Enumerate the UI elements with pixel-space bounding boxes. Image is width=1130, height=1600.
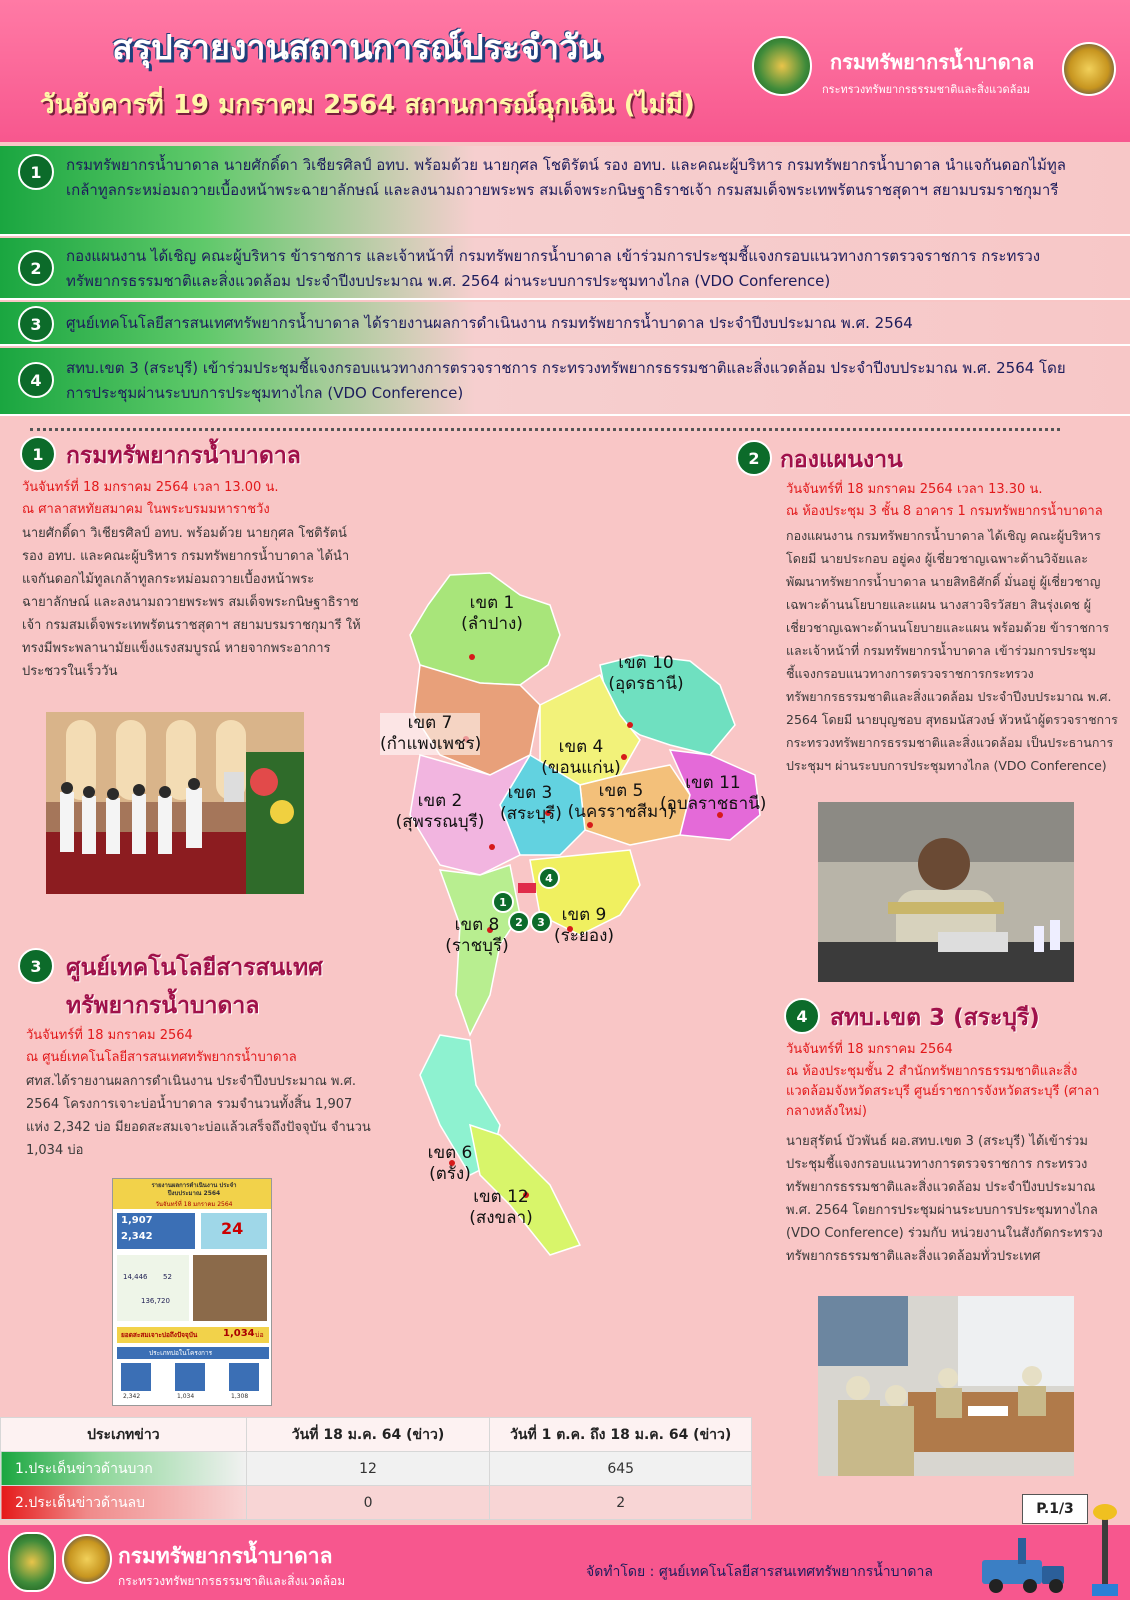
infographic-cumulative-label: ยอดสะสมเจาะบ่อถึงปัจจุบัน bbox=[121, 1331, 198, 1339]
zone-province: (สงขลา) bbox=[469, 1208, 533, 1228]
page-number: P.1/3 bbox=[1022, 1494, 1088, 1524]
summary-text: กรมทรัพยากรน้ำบาดาล นายศักดิ์ดา วิเชียรศิลป์ อทบ. พร้อมด้วย นายกุศล โชติรัตน์ รอง อทบ. และคณะผู้บริหาร กรมทรัพยากรน้ำบาดาล นำแจกันดอกไม้ทูลเกล้าทูลกระหม่อมถวายเบื้องหน้าพระฉายาลักษณ์ และลงนามถวายพระพร สมเด็จพระกนิษฐาธิราชเจ้า กรมสมเด็จพระเทพรัตนราชสุดาฯ สยามบรมราชกุมารี bbox=[66, 156, 1066, 199]
zone-province: (อุดรธานี) bbox=[608, 674, 684, 694]
summary-text: กองแผนงาน ได้เชิญ คณะผู้บริหาร ข้าราชการ และเจ้าหน้าที่ กรมทรัพยากรน้ำบาดาล เข้าร่วมการประชุมชี้แจงกรอบแนวทางการตรวจราชการ กระทรวงทรัพยากรธรรมชาติและสิ่งแวดล้อม ประจำปีงบประมาณ พ.ศ. 2564 ผ่านระบบการประชุมทางไกล (VDO Conference) bbox=[66, 247, 1041, 290]
map-marker-1: 1 bbox=[492, 891, 514, 913]
positive-news-label: 1.ประเด็นข่าวด้านบวก bbox=[15, 1460, 153, 1477]
footer-credit: จัดทำโดย : ศูนย์เทคโนโลยีสารสนเทศทรัพยากรน้ำบาดาล bbox=[586, 1564, 933, 1580]
table-header-cell: ประเภทข่าว bbox=[1, 1418, 247, 1452]
royal-seal-icon bbox=[62, 1534, 112, 1584]
section-4-venue: ณ ห้องประชุมชั้น 2 สำนักทรัพยากรธรรมชาติและสิ่งแวดล้อมจังหวัดสระบุรี ศูนย์ราชการจังหวัดสระบุรี (ศาลากลางหลังใหม่) bbox=[786, 1064, 1100, 1119]
table-cell: 12 bbox=[246, 1452, 490, 1486]
zone-label bbox=[550, 905, 618, 947]
page-title: สรุปรายงานสถานการณ์ประจำวัน bbox=[112, 28, 602, 68]
table-cell: 2 bbox=[490, 1486, 752, 1520]
section-3-body: ศทส.ได้รายงานผลการดำเนินงาน ประจำปีงบประมาณ พ.ศ. 2564 โครงการเจาะบ่อน้ำบาดาล รวมจำนวนทั้งสิ้น 1,907 แห่ง 2,342 บ่อ มียอดสะสมเจาะบ่อแล้วเสร็จถึงปัจจุบัน จำนวน 1,034 บ่อ bbox=[26, 1074, 371, 1158]
zone-label bbox=[394, 791, 486, 833]
section-2-title: กองแผนงาน bbox=[780, 447, 903, 473]
zone-province: (ระยอง) bbox=[554, 926, 614, 946]
summary-number-badge: 1 bbox=[18, 154, 54, 190]
table-row bbox=[1, 1486, 752, 1520]
zone-name: เขต 7 bbox=[407, 713, 453, 733]
zone-label bbox=[442, 915, 512, 957]
footer-dept-name: กรมทรัพยากรน้ำบาดาล bbox=[118, 1544, 333, 1568]
footer-dept-sub: กระทรวงทรัพยากรธรรมชาติและสิ่งแวดล้อม bbox=[118, 1574, 346, 1588]
table-cell: 645 bbox=[490, 1452, 752, 1486]
divider bbox=[30, 428, 1060, 431]
table-row bbox=[1, 1452, 752, 1486]
map-marker-4: 4 bbox=[538, 867, 560, 889]
infographic-days: 24 bbox=[221, 1219, 244, 1238]
royal-seal-icon bbox=[1062, 42, 1116, 96]
table-header-cell: วันที่ 18 ม.ค. 64 (ข่าว) bbox=[246, 1418, 490, 1452]
infographic-stat-3: 136,720 bbox=[141, 1297, 170, 1305]
zone-province: (นครราชสีมา) bbox=[567, 802, 675, 822]
zone-name: เขต 8 bbox=[454, 915, 500, 935]
section-3-badge: 3 bbox=[18, 948, 54, 984]
infographic-b3: 1,308 bbox=[231, 1393, 249, 1400]
zone-label bbox=[420, 1143, 480, 1185]
summary-row-3 bbox=[0, 302, 1130, 346]
news-summary-table bbox=[0, 1417, 752, 1520]
section-4-date: วันจันทร์ที่ 18 มกราคม 2564 bbox=[786, 1042, 953, 1057]
section-3-title: ศูนย์เทคโนโลยีสารสนเทศ bbox=[66, 955, 323, 981]
negative-news-label: 2.ประเด็นข่าวด้านลบ bbox=[15, 1494, 146, 1511]
section-1-date: วันจันทร์ที่ 18 มกราคม 2564 เวลา 13.00 น. bbox=[22, 480, 279, 495]
section-2-date: วันจันทร์ที่ 18 มกราคม 2564 เวลา 13.30 น. bbox=[786, 482, 1043, 497]
section-1-title: กรมทรัพยากรน้ำบาดาล bbox=[66, 443, 301, 469]
zone-name: เขต 3 bbox=[507, 783, 553, 803]
summary-text: สทบ.เขต 3 (สระบุรี) เข้าร่วมประชุมชี้แจงกรอบแนวทางการตรวจราชการ กระทรวงทรัพยากรธรรมชาติและสิ่งแวดล้อม ประจำปีงบประมาณ พ.ศ. 2564 โดยการประชุมผ่านระบบการประชุมทางไกล (VDO Conference) bbox=[66, 359, 1066, 402]
zone-name: เขต 5 bbox=[598, 781, 644, 801]
infographic-stat-2: 52 bbox=[163, 1273, 172, 1281]
table-header-row bbox=[1, 1418, 752, 1452]
table-cell: 0 bbox=[246, 1486, 490, 1520]
zone-name: เขต 12 bbox=[473, 1187, 529, 1207]
section-2-badge: 2 bbox=[736, 440, 772, 476]
zone-name: เขต 6 bbox=[427, 1143, 473, 1163]
summary-row-2 bbox=[0, 238, 1130, 300]
summary-row-1 bbox=[0, 146, 1130, 236]
section-1-photo bbox=[46, 712, 304, 894]
summary-number-badge: 2 bbox=[18, 250, 54, 286]
section-4-body: นายสุรัตน์ บัวพันธ์ ผอ.สทบ.เขต 3 (สระบุรี) ได้เข้าร่วมประชุมชี้แจงกรอบแนวทางการตรวจราชการ กระทรวงทรัพยากรธรรมชาติและสิ่งแวดล้อม ประจำปีงบประมาณ พ.ศ. 2564 โดยการประชุมผ่านระบบการประชุมทางไกล (VDO Conference) ร่วมกับ หน่วยงานในสังกัดกระทรวงทรัพยากรธรรมชาติและสิ่งแวดล้อมทั่วประเทศ bbox=[786, 1134, 1103, 1264]
infographic-bottom-label: ประเภทบ่อในโครงการ bbox=[149, 1349, 213, 1357]
zone-label bbox=[444, 593, 540, 635]
summary-row-4 bbox=[0, 348, 1130, 416]
zone-province: (สระบุรี) bbox=[500, 804, 562, 824]
zone-name: เขต 9 bbox=[561, 905, 607, 925]
section-3-venue: ณ ศูนย์เทคโนโลยีสารสนเทศทรัพยากรน้ำบาดาล bbox=[26, 1050, 297, 1065]
zone-province: (ราชบุรี) bbox=[445, 936, 509, 956]
section-3-title-line2: ทรัพยากรน้ำบาดาล bbox=[66, 993, 260, 1019]
zone-name: เขต 1 bbox=[469, 593, 515, 613]
infographic-sites: 1,907 bbox=[121, 1215, 153, 1226]
zone-province: (อุบลราชธานี) bbox=[660, 794, 767, 814]
infographic-title: รายงานผลการดำเนินงาน ประจำปีงบประมาณ 2564 bbox=[151, 1182, 237, 1197]
section-4-badge: 4 bbox=[784, 998, 820, 1034]
header-dept-name: กรมทรัพยากรน้ำบาดาล bbox=[830, 50, 1035, 74]
section-2-body: กองแผนงาน กรมทรัพยากรน้ำบาดาล ได้เชิญ คณะผู้บริหาร โดยมี นายประกอบ อยู่คง ผู้เชี่ยวชาญเฉพาะด้านวิจัยและพัฒนาทรัพยากรน้ำบาดาล นายสิทธิศักดิ์ มั่นอยู่ ผู้เชี่ยวชาญเฉพาะด้านนโยบายและแผน นางสาวจิรวัสยา สินรุ่งเดช ผู้เชี่ยวชาญเฉพาะด้านนโยบายและแผน พร้อมด้วย ข้าราชการ และเจ้าหน้าที่ กรมทรัพยากรน้ำบาดาล เข้าร่วมการประชุมชี้แจงกรอบแนวทางการตรวจราชการกระทรวงทรัพยากรธรรมชาติและสิ่งแวดล้อม ประจำปีงบประมาณ พ.ศ. 2564 โดยมี นายบุญชอบ สุทธมนัสวงษ์ หัวหน้าผู้ตรวจราชการกระทรวงทรัพยากรธรรมชาติและสิ่งแวดล้อม เป็นประธานการประชุมฯ ผ่านระบบการประชุมทางไกล (VDO Conference) bbox=[786, 528, 1118, 773]
map-marker-3: 3 bbox=[530, 911, 552, 933]
ministry-emblem-icon bbox=[8, 1532, 56, 1592]
zone-label bbox=[380, 713, 480, 755]
section-2-photo bbox=[818, 802, 1074, 982]
summary-number-badge: 4 bbox=[18, 362, 54, 398]
infographic-b2: 1,034 bbox=[177, 1393, 195, 1400]
infographic-cumulative-value: 1,034 bbox=[223, 1328, 255, 1339]
table-row-label bbox=[1, 1452, 247, 1486]
water-well-icon bbox=[1090, 1500, 1120, 1596]
zone-name: เขต 11 bbox=[685, 773, 741, 793]
summary-text: ศูนย์เทคโนโลยีสารสนเทศทรัพยากรน้ำบาดาล ได้รายงานผลการดำเนินงาน กรมทรัพยากรน้ำบาดาล ประจำปีงบประมาณ พ.ศ. 2564 bbox=[66, 314, 913, 332]
zone-name: เขต 10 bbox=[618, 653, 674, 673]
page-subtitle: วันอังคารที่ 19 มกราคม 2564 สถานการณ์ฉุกเฉิน (ไม่มี) bbox=[40, 90, 695, 120]
section-1-venue: ณ ศาลาสหทัยสมาคม ในพระบรมมหาราชวัง bbox=[22, 502, 270, 517]
zone-province: (ลำปาง) bbox=[461, 614, 523, 634]
thailand-regional-map bbox=[380, 565, 780, 1265]
zone-name: เขต 2 bbox=[417, 791, 463, 811]
infographic-wells: 2,342 bbox=[121, 1231, 153, 1242]
infographic-stat-1: 14,446 bbox=[123, 1273, 148, 1281]
zone-label bbox=[466, 1187, 536, 1229]
zone-label bbox=[500, 783, 560, 825]
table-row-label bbox=[1, 1486, 247, 1520]
drilling-truck-icon bbox=[978, 1530, 1074, 1596]
zone-province: (กำแพงเพชร) bbox=[380, 734, 482, 754]
infographic-b1: 2,342 bbox=[123, 1393, 141, 1400]
section-3-date: วันจันทร์ที่ 18 มกราคม 2564 bbox=[26, 1028, 193, 1043]
ministry-emblem-icon bbox=[752, 36, 812, 96]
zone-province: (ตรัง) bbox=[429, 1164, 471, 1184]
section-1-body: นายศักดิ์ดา วิเชียรศิลป์ อทบ. พร้อมด้วย นายกุศล โชติรัตน์ รอง อทบ. และคณะผู้บริหาร กรมทรัพยากรน้ำบาดาล ได้นำแจกันดอกไม้ทูลเกล้าทูลกระหม่อมถวายเบื้องหน้าพระฉายาลักษณ์ และลงนามถวายพระพร สมเด็จพระกนิษฐาธิราชเจ้า กรมสมเด็จพระเทพรัตนราชสุดาฯ สยามบรมราชกุมารี ให้ทรงมีพระพลานามัยแข็งแรงสมบูรณ์ หายจากพระอาการประชวรในเร็ววัน bbox=[22, 526, 361, 679]
infographic-subtitle: วันจันทร์ที่ 18 มกราคม 2564 bbox=[155, 1201, 233, 1208]
section-4-photo bbox=[818, 1296, 1074, 1476]
section-1-badge: 1 bbox=[20, 436, 56, 472]
section-3-infographic bbox=[112, 1178, 272, 1406]
zone-label bbox=[600, 653, 692, 695]
zone-label bbox=[536, 737, 626, 779]
header-dept-sub: กระทรวงทรัพยากรธรรมชาติและสิ่งแวดล้อม bbox=[822, 83, 1031, 96]
summary-number-badge: 3 bbox=[18, 306, 54, 342]
zone-name: เขต 4 bbox=[558, 737, 604, 757]
map-marker-2: 2 bbox=[508, 911, 530, 933]
zone-province: (ขอนแก่น) bbox=[541, 758, 621, 778]
zone-province: (สุพรรณบุรี) bbox=[395, 812, 485, 832]
section-4-title: สทบ.เขต 3 (สระบุรี) bbox=[830, 1005, 1040, 1031]
table-header-cell: วันที่ 1 ต.ค. ถึง 18 ม.ค. 64 (ข่าว) bbox=[490, 1418, 752, 1452]
infographic-cumulative-unit: บ่อ bbox=[255, 1331, 264, 1339]
section-2-venue: ณ ห้องประชุม 3 ชั้น 8 อาคาร 1 กรมทรัพยากรน้ำบาดาล bbox=[786, 504, 1103, 519]
zone-label bbox=[660, 773, 766, 815]
